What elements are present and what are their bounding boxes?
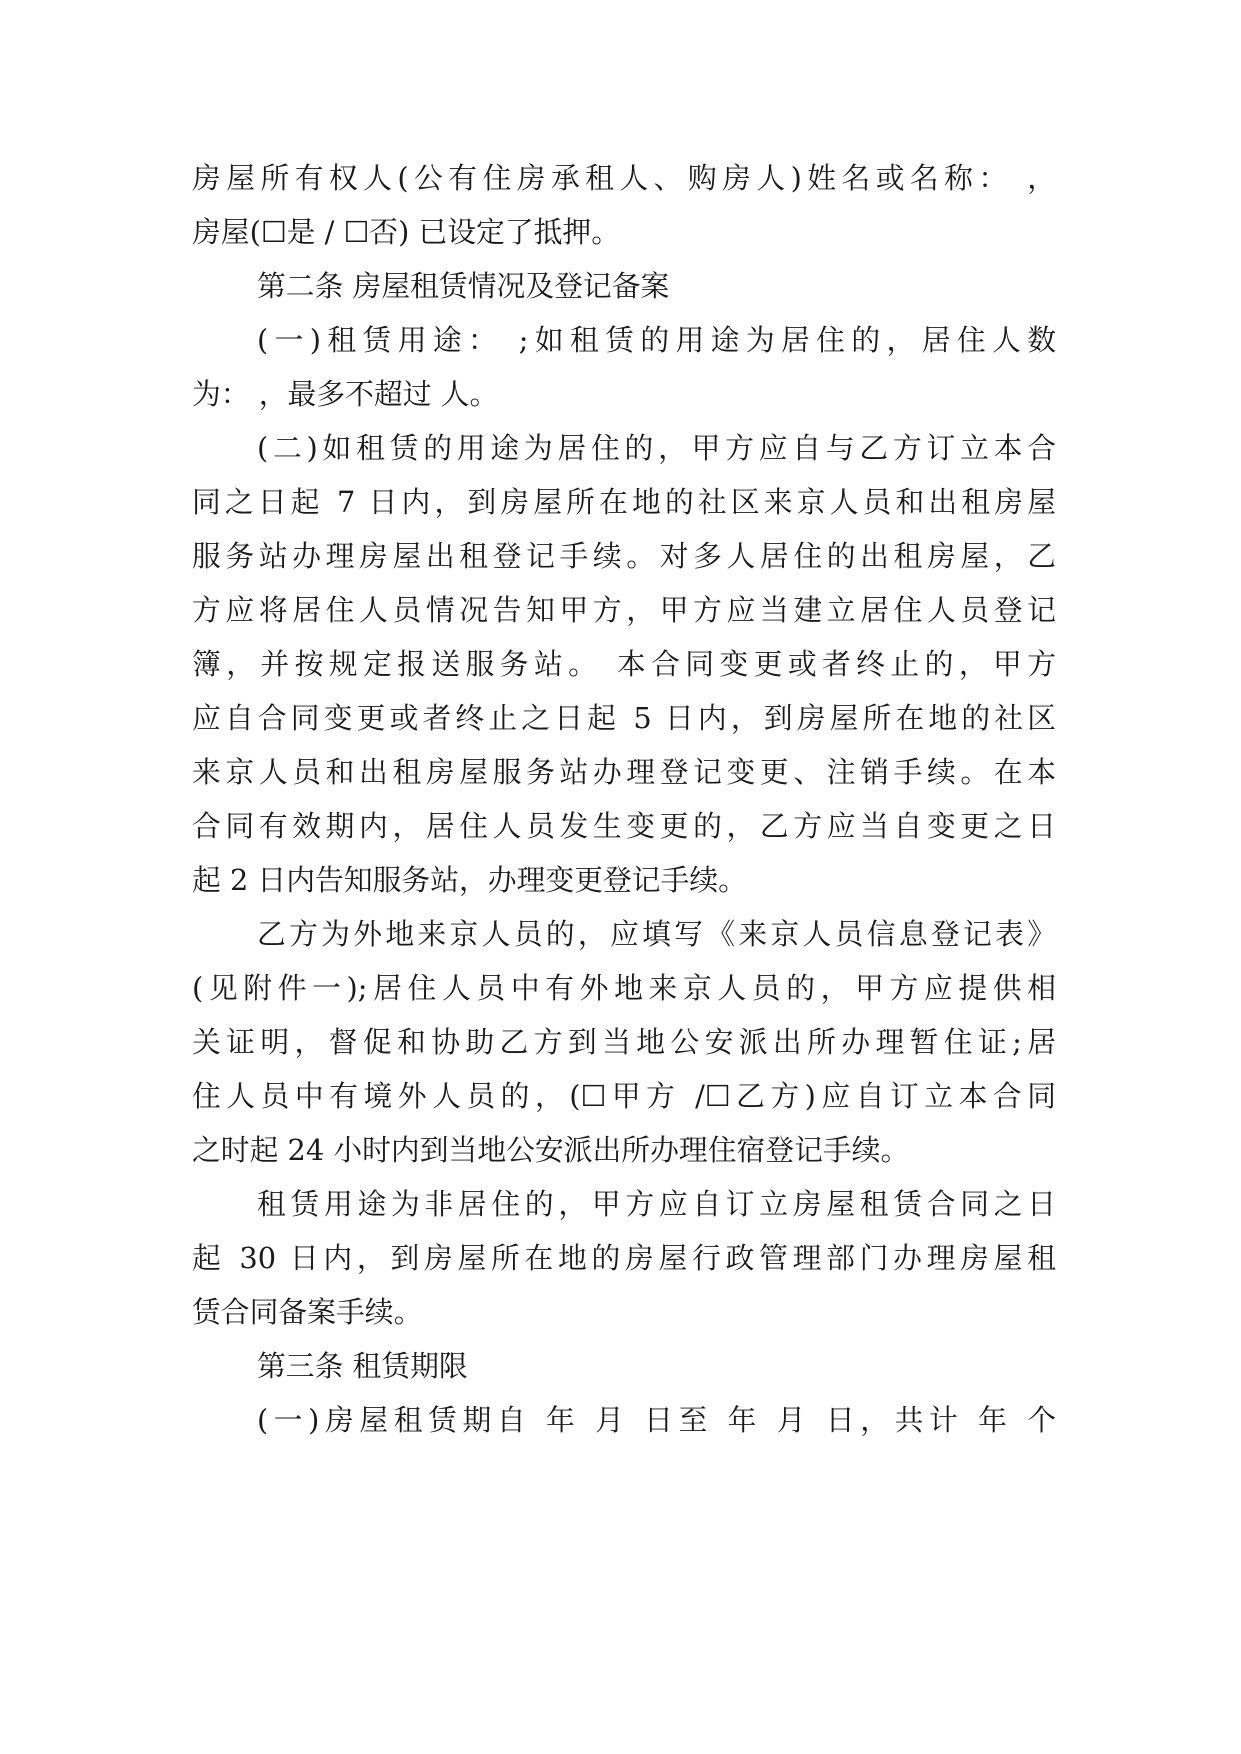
text-line: 为： ，最多不超过 人。 — [192, 377, 499, 411]
text-line: 赁合同备案手续。 — [192, 1295, 423, 1329]
text-line: 合同有效期内，居住人员发生变更的，乙方应当自变更之日 — [192, 809, 1056, 843]
text-line: 簿，并按规定报送服务站。 本合同变更或者终止的，甲方 — [192, 647, 1056, 681]
text-line: 同之日起 7 日内，到房屋所在地的社区来京人员和出租房屋 — [192, 485, 1056, 519]
section-heading: 第二条 房屋租赁情况及登记备案 — [257, 269, 670, 303]
section-heading: 第三条 租赁期限 — [257, 1349, 468, 1383]
text-line: (二)如租赁的用途为居住的，甲方应自与乙方订立本合 — [257, 431, 1056, 465]
text-line: 乙方为外地来京人员的，应填写《来京人员信息登记表》 — [257, 917, 1056, 951]
text-line: 之时起 24 小时内到当地公安派出所办理住宿登记手续。 — [192, 1133, 910, 1167]
text-line: 来京人员和出租房屋服务站办理登记变更、注销手续。在本 — [192, 755, 1056, 789]
text-line: 房屋(☐是 / ☐否) 已设定了抵押。 — [192, 215, 621, 249]
text-line: 起 30 日内，到房屋所在地的房屋行政管理部门办理房屋租 — [192, 1241, 1056, 1275]
text-line: 应自合同变更或者终止之日起 5 日内，到房屋所在地的社区 — [192, 701, 1056, 735]
text-line: 服务站办理房屋出租登记手续。对多人居住的出租房屋，乙 — [192, 539, 1056, 573]
text-line: 租赁用途为非居住的，甲方应自订立房屋租赁合同之日 — [257, 1187, 1056, 1221]
text-line: 方应将居住人员情况告知甲方，甲方应当建立居住人员登记 — [192, 593, 1056, 627]
text-line: (见附件一);居住人员中有外地来京人员的，甲方应提供相 — [192, 971, 1056, 1005]
text-line: 关证明，督促和协助乙方到当地公安派出所办理暂住证;居 — [192, 1025, 1056, 1059]
text-line: 房屋所有权人(公有住房承租人、购房人)姓名或名称： ， — [192, 161, 1056, 195]
text-line: (一)租赁用途： ;如租赁的用途为居住的，居住人数 — [257, 323, 1056, 357]
text-line: 住人员中有境外人员的，(☐甲方 /☐乙方)应自订立本合同 — [192, 1079, 1056, 1113]
text-line: 起 2 日内告知服务站，办理变更登记手续。 — [192, 863, 747, 897]
text-line: (一)房屋租赁期自 年 月 日至 年 月 日，共计 年 个 — [257, 1403, 1056, 1437]
